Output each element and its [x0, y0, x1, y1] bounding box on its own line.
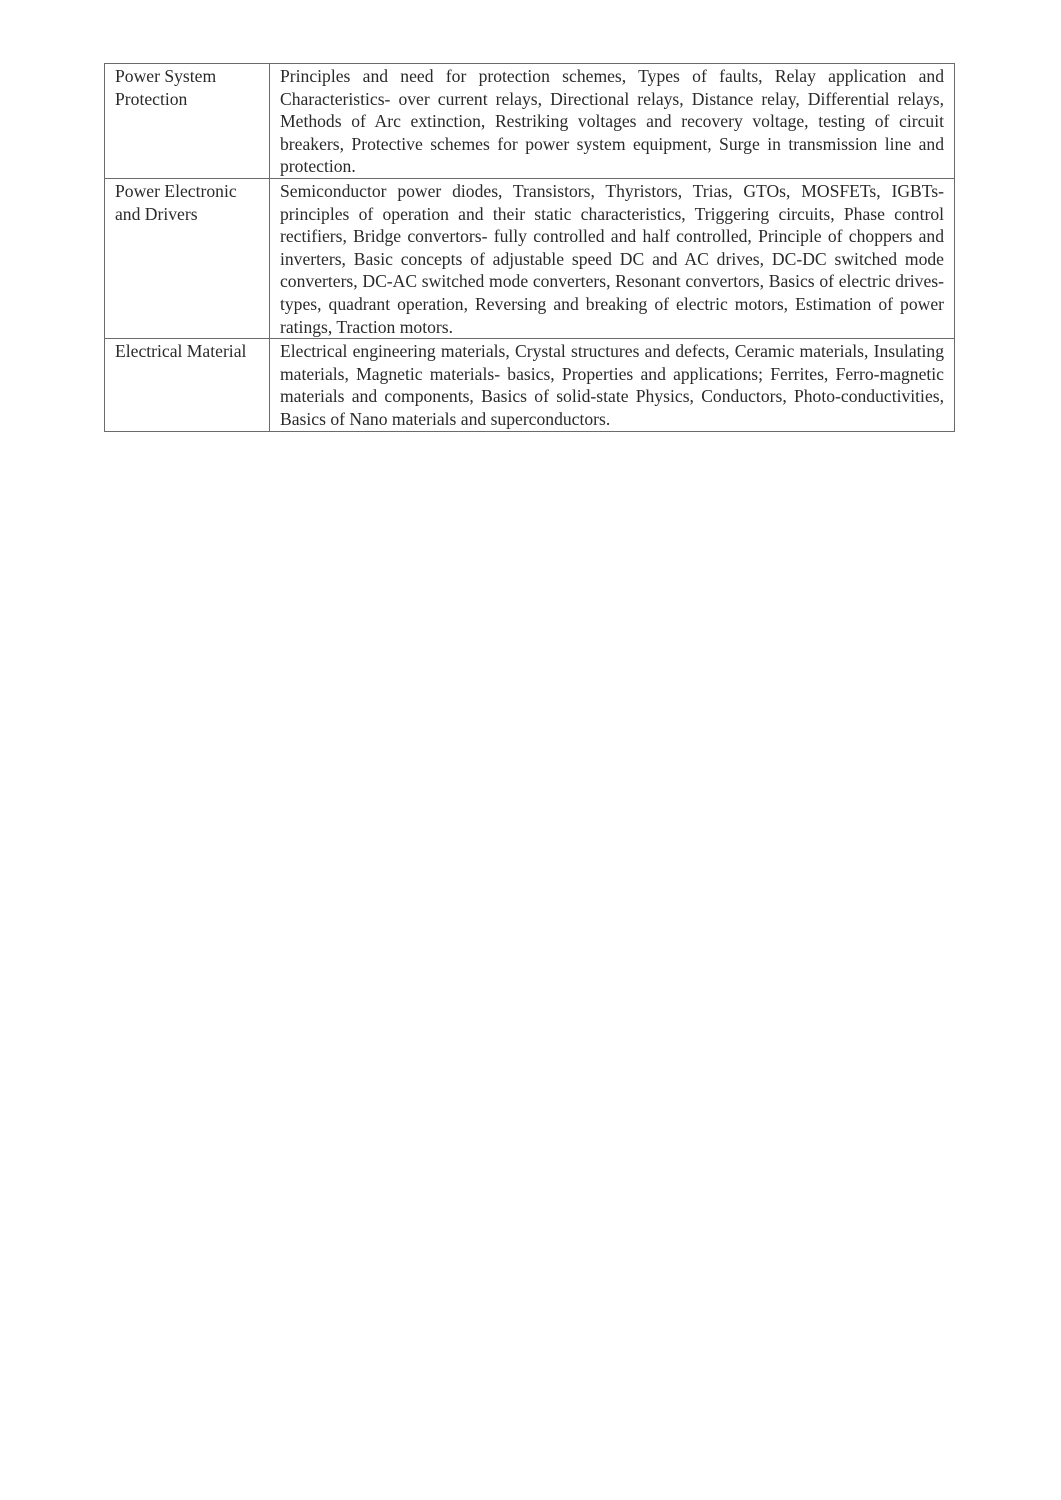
- subject-cell: Electrical Material: [105, 339, 270, 431]
- subject-cell: Power Electronic and Drivers: [105, 178, 270, 338]
- table-row: [105, 178, 955, 338]
- topics-cell: Principles and need for protection schemes, Types of faults, Relay application and Characteristics- over current relays, Directional relays, Distance relay, Differential relays, Methods of Arc extinction, Restriking voltages and recovery voltage, testing of circuit breakers, Protective schemes for power system equipment, Surge in transmission line and protection.: [270, 64, 955, 179]
- topics-cell: Semiconductor power diodes, Transistors, Thyristors, Trias, GTOs, MOSFETs, IGBTs- principles of operation and their static characteristics, Triggering circuits, Phase control rectifiers, Bridge convertors- fully controlled and half controlled, Principle of choppers and inverters, Basic concepts of adjustable speed DC and AC drives, DC-DC switched mode converters, DC-AC switched mode converters, Resonant convertors, Basics of electric drives- types, quadrant operation, Reversing and breaking of electric motors, Estimation of power ratings, Traction motors.: [270, 178, 955, 338]
- subject-cell: Power System Protection: [105, 64, 270, 179]
- table-row: [105, 64, 955, 179]
- syllabus-table-body: [105, 64, 955, 432]
- topics-cell: Electrical engineering materials, Crystal structures and defects, Ceramic materials, Insulating materials, Magnetic materials- basics, Properties and applications; Ferrites, Ferro-magnetic materials and components, Basics of solid-state Physics, Conductors, Photo-conductivities, Basics of Nano materials and superconductors.: [270, 339, 955, 431]
- table-row: [105, 339, 955, 431]
- syllabus-table: [104, 63, 955, 432]
